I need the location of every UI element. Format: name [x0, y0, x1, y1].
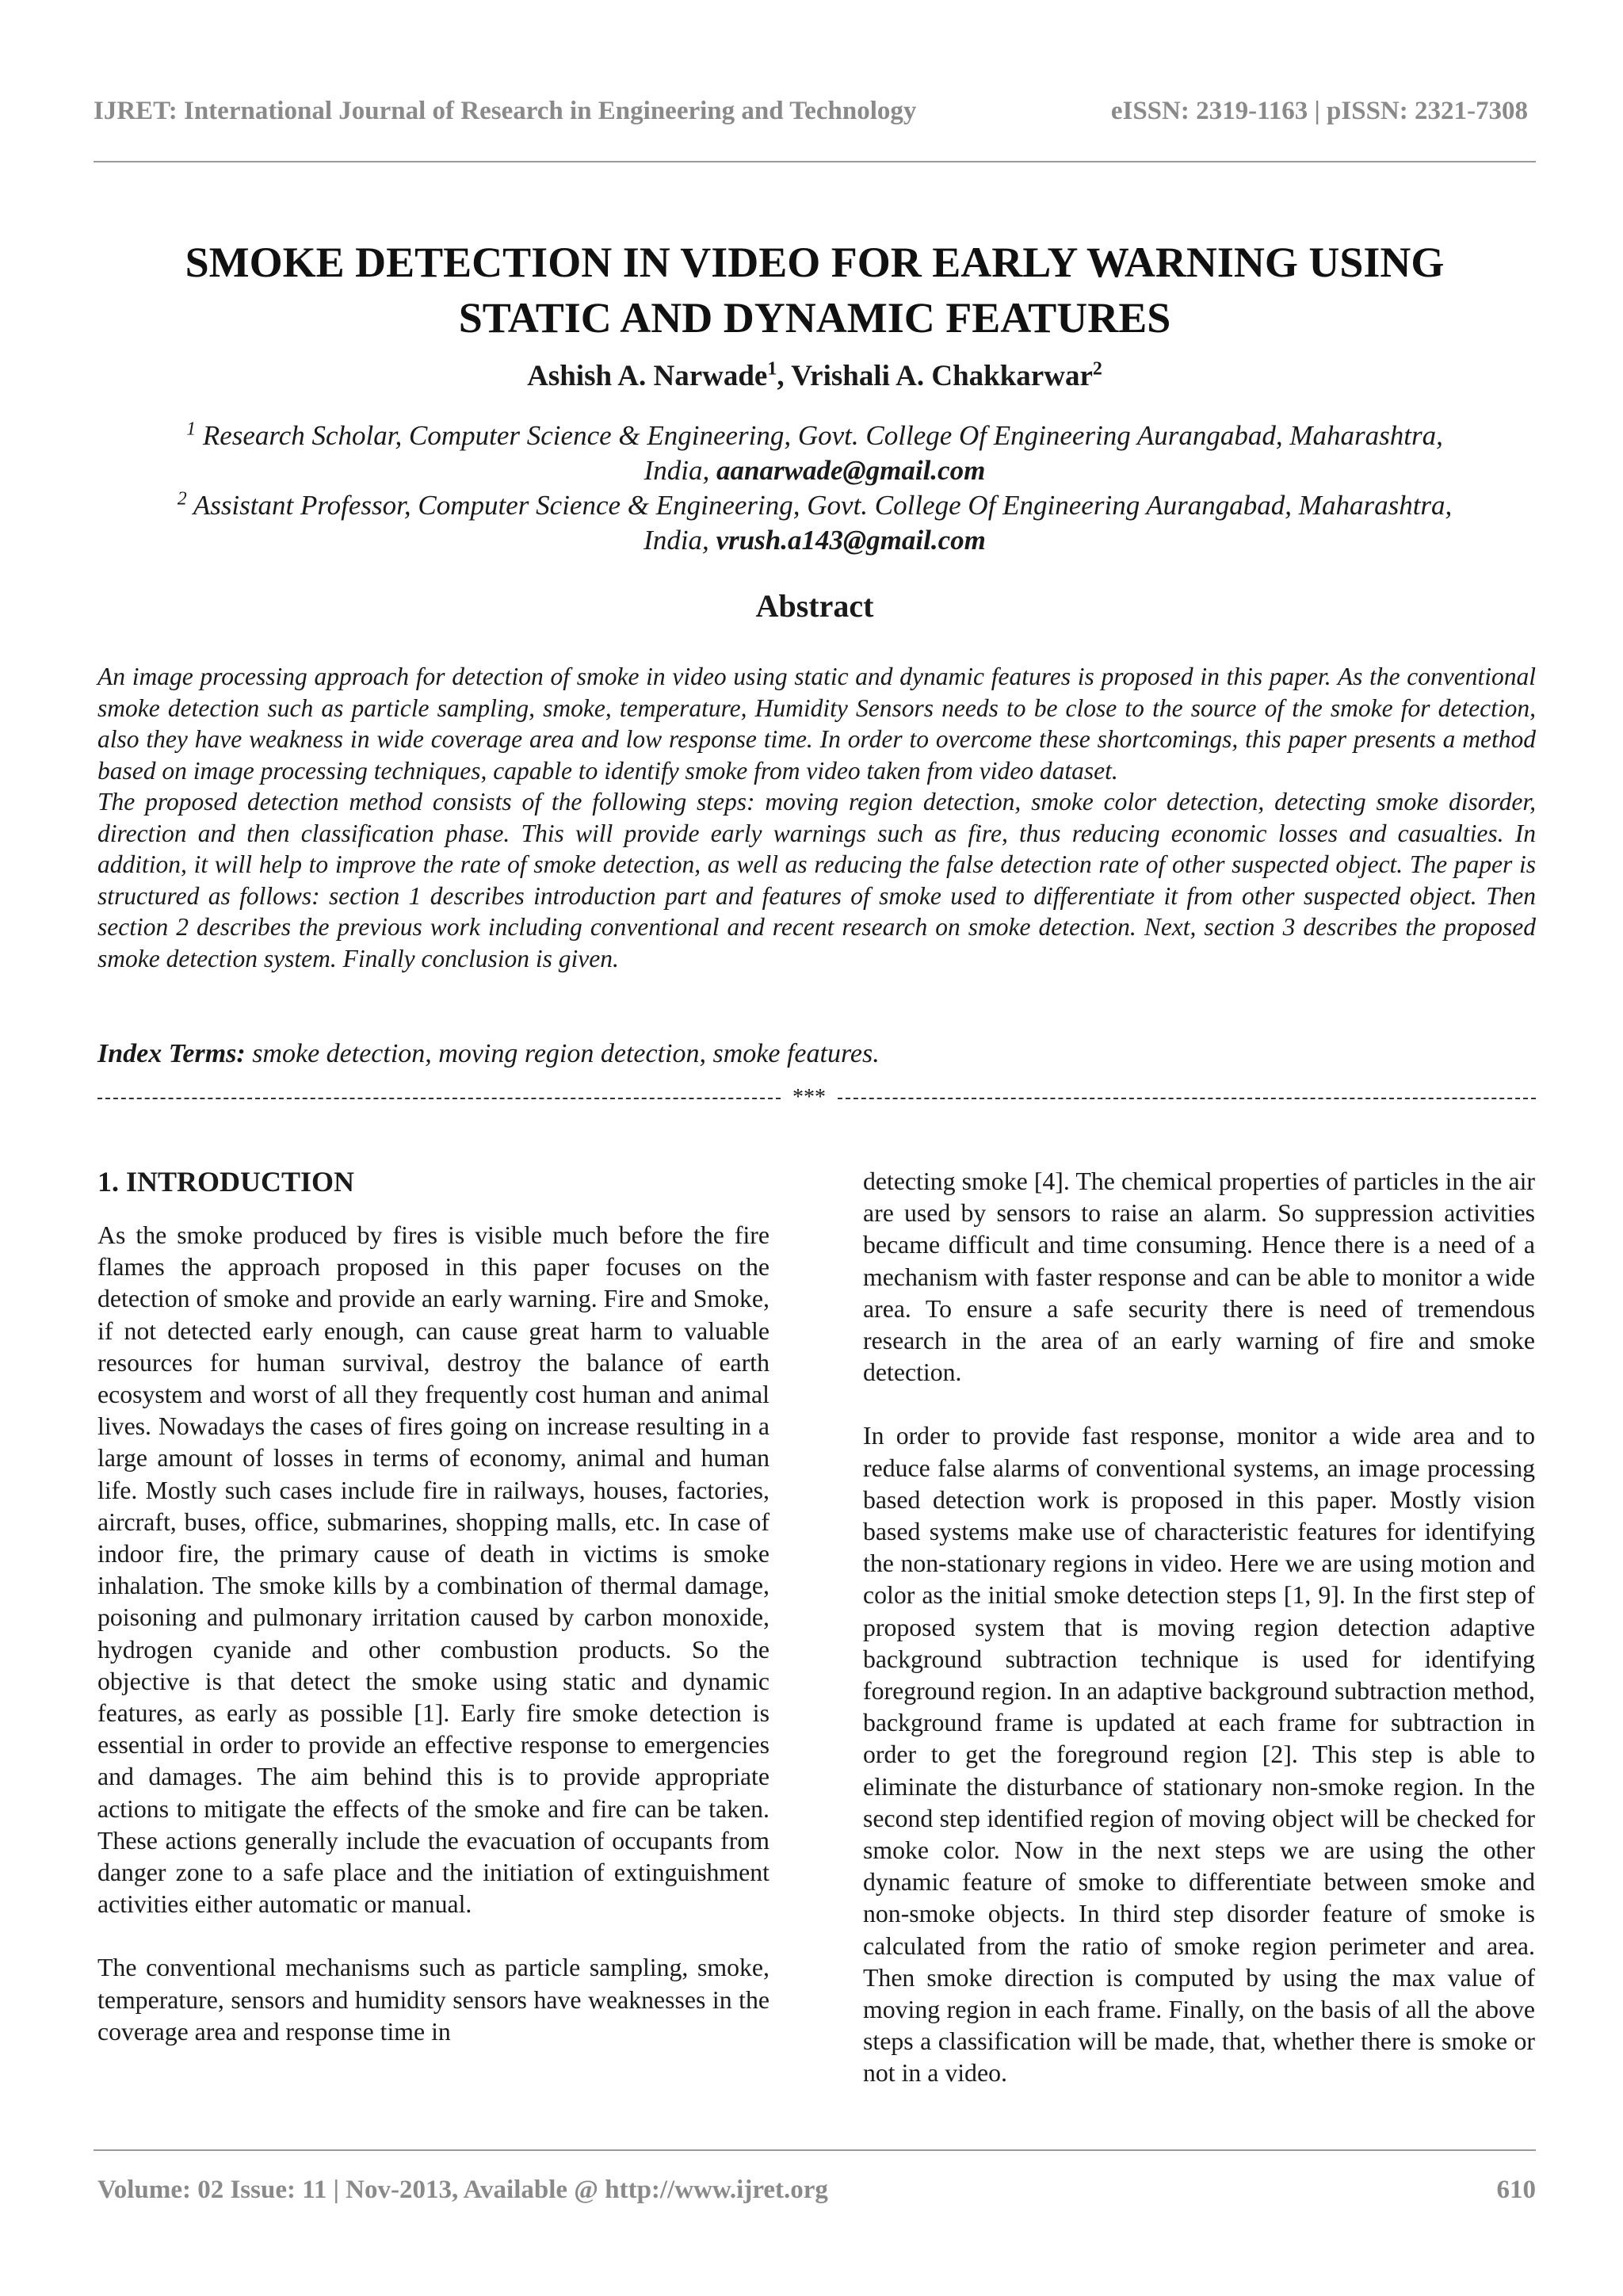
paper-title-line-2: STATIC AND DYNAMIC FEATURES	[458, 294, 1171, 342]
body-paragraph: detecting smoke [4]. The chemical properties of particles in the air are used by sensors to raise an alarm. So suppression activities became difficult and time consuming. Hence there is a need of a mechanism with faster response and can be able to monitor a wide area. To ensure a safe security there is need of tremendous research in the area of an early warning of fire and smoke detection.	[863, 1167, 1535, 1387]
section-separator	[97, 1083, 1536, 1112]
abstract-body	[97, 661, 1536, 974]
affiliation-2	[94, 488, 1536, 558]
body-paragraph: The conventional mechanisms such as particle sampling, smoke, temperature, sensors and humidity sensors have weaknesses in the coverage area and response time in	[97, 1954, 769, 2046]
author-list	[94, 357, 1536, 396]
abstract-paragraph: The proposed detection method consists of the following steps: moving region detection, smoke color detection, detecting smoke disorder, direction and then classification phase. This will provide early warnings such as fire, thus reducing economic losses and casualties. In addition, it will help to improve the rate of smoke detection, as well as reducing the false detection rate of other suspected object. The paper is structured as follows: section 1 describes introduction part and features of smoke used to differentiate it from other suspected object. Then section 2 describes the previous work including conventional and recent research on smoke detection. Next, section 3 describes the proposed smoke detection system. Finally conclusion is given.	[97, 788, 1536, 972]
author-separator: ,	[777, 360, 792, 392]
affiliation-text: Assistant Professor, Computer Science & Engineering, Govt. College Of Engineering Aurangabad, Maharashtra,	[193, 490, 1453, 521]
issn-numbers: eISSN: 2319-1163 | pISSN: 2321-7308	[1110, 97, 1528, 125]
running-footer	[97, 2176, 1536, 2215]
body-paragraph: In order to provide fast response, monitor a wide area and to reduce false alarms of conventional systems, an image processing based detection work is proposed in this paper. Mostly vision based systems make use of characteristic features for identifying the non-stationary regions in video. Here we are using motion and color as the initial smoke detection steps [1, 9]. In the first step of proposed system that is moving region detection adaptive background subtraction technique is used for identifying foreground region. In an adaptive background subtraction method, background frame is updated at each frame for subtraction in order to get the foreground region [2]. This step is able to eliminate the disturbance of stationary non-smoke region. In the second step identified region of moving object will be checked for smoke color. Now in the next steps we are using the other dynamic feature of smoke to differentiate between smoke and non-smoke objects. In third step disorder feature of smoke is calculated from the ratio of smoke region perimeter and area. Then smoke direction is computed by using the max value of moving region in each frame. Finally, on the basis of all the above steps a classification will be made, that, whether there is smoke or not in a video.	[863, 1422, 1535, 2088]
author-name: Ashish A. Narwade	[527, 360, 768, 392]
paragraph-gap	[863, 1389, 1535, 1420]
volume-info: Volume: 02 Issue: 11 | Nov-2013, Available @ http://www.ijret.org	[97, 2176, 828, 2204]
author-affiliation-mark: 1	[767, 358, 777, 380]
header-divider	[94, 161, 1536, 162]
paper-title	[94, 235, 1536, 346]
author-email[interactable]: aanarwade@gmail.com	[716, 455, 986, 486]
author-name: Vrishali A. Chakkarwar	[791, 360, 1093, 392]
affiliation-mark: 1	[186, 418, 197, 440]
affiliation-country: India,	[643, 455, 717, 486]
abstract-heading: Abstract	[755, 588, 874, 624]
affiliation-text: Research Scholar, Computer Science & Engineering, Govt. College Of Engineering Aurangabad, Maharashtra,	[202, 420, 1443, 451]
page-number: 610	[1496, 2176, 1536, 2204]
paper-title-line-1: SMOKE DETECTION IN VIDEO FOR EARLY WARNING USING	[185, 239, 1445, 286]
affiliation-1	[94, 418, 1536, 488]
affiliation-country: India,	[643, 525, 716, 556]
separator-stars: ***	[792, 1085, 826, 1110]
index-terms-label: Index Terms:	[97, 1039, 246, 1068]
body-column-right	[863, 1166, 1535, 2090]
journal-name: IJRET: International Journal of Research in Engineering and Technology	[94, 97, 917, 125]
section-heading-introduction: 1. INTRODUCTION	[97, 1166, 355, 1198]
body-column-left	[97, 1166, 769, 2048]
paragraph-gap	[97, 1920, 769, 1952]
index-terms	[97, 1039, 1536, 1069]
author-email[interactable]: vrush.a143@gmail.com	[716, 525, 986, 556]
separator-dash-right	[838, 1098, 1536, 1099]
affiliation-mark: 2	[177, 488, 187, 510]
separator-dash-left	[97, 1098, 781, 1099]
body-paragraph: As the smoke produced by fires is visible much before the fire flames the approach proposed in this paper focuses on the detection of smoke and provide an early warning. Fire and Smoke, if not detected early enough, can cause great harm to valuable resources for human survival, destroy the balance of earth ecosystem and worst of all they frequently cost human and animal lives. Nowadays the cases of fires going on increase resulting in a large amount of losses in terms of economy, animal and human life. Mostly such cases include fire in railways, houses, factories, aircraft, buses, office, submarines, shopping malls, etc. In case of indoor fire, the primary cause of death in victims is smoke inhalation. The smoke kills by a combination of thermal damage, poisoning and pulmonary irritation caused by carbon monoxide, hydrogen cyanide and other combustion products. So the objective is that detect the smoke using static and dynamic features, as early as possible [1]. Early fire smoke detection is essential in order to provide an effective response to emergencies and damages. The aim behind this is to provide appropriate actions to mitigate the effects of the smoke and fire can be taken. These actions generally include the evacuation of occupants from danger zone to a safe place and the initiation of extinguishment activities either automatic or manual.	[97, 1221, 769, 1919]
running-header	[94, 97, 1536, 144]
index-terms-text: smoke detection, moving region detection, smoke features.	[245, 1039, 880, 1068]
abstract-paragraph: An image processing approach for detection of smoke in video using static and dynamic features is proposed in this paper. As the conventional smoke detection such as particle sampling, smoke, temperature, Humidity Sensors needs to be close to the source of the smoke for detection, also they have weakness in wide coverage area and low response time. In order to overcome these shortcomings, this paper presents a method based on image processing techniques, capable to identify smoke from video taken from video dataset.	[97, 663, 1536, 785]
author-affiliation-mark: 2	[1092, 358, 1102, 380]
footer-divider	[94, 2149, 1536, 2151]
